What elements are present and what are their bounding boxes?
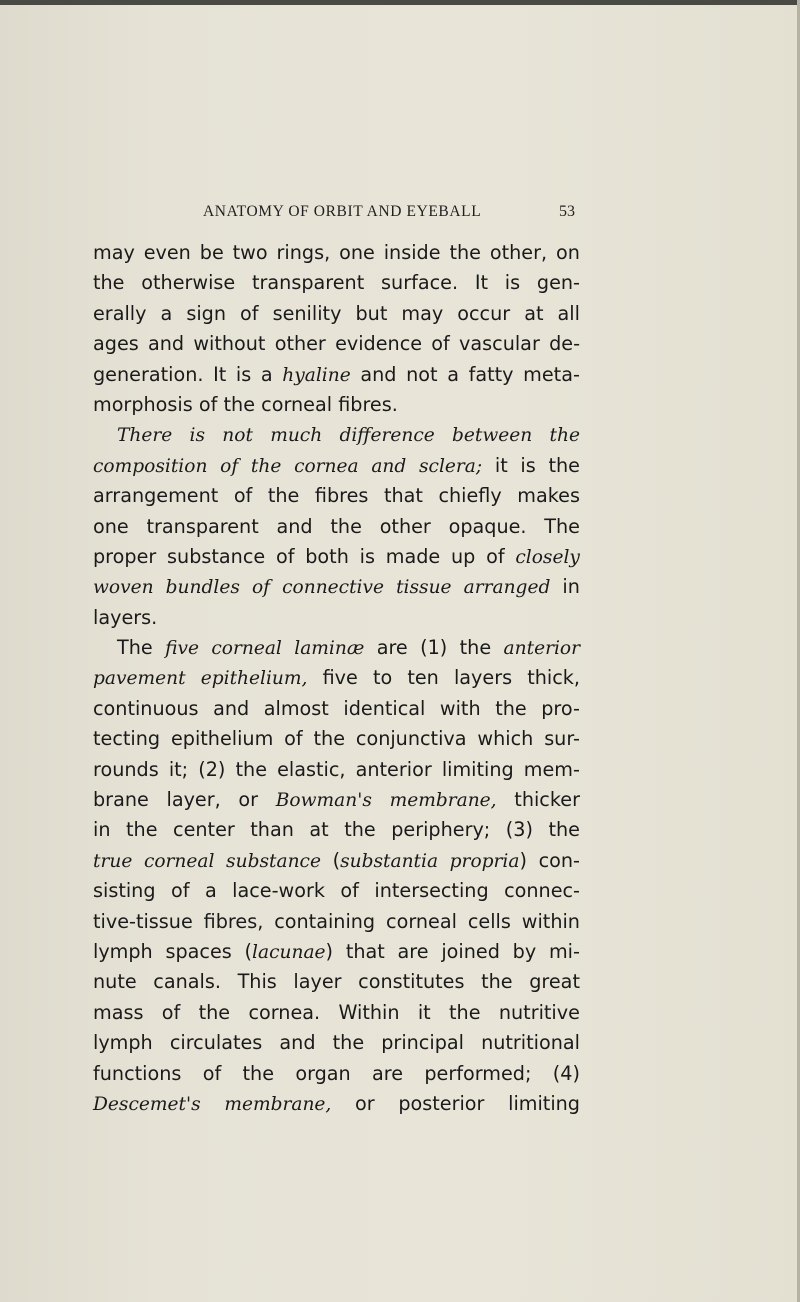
word: the — [495, 696, 527, 720]
text-line — [93, 998, 580, 1028]
word: constitutes — [358, 970, 465, 994]
word: canals. — [153, 970, 221, 994]
word: opaque. — [448, 514, 527, 538]
word: meta- — [523, 362, 580, 386]
word: periphery; — [391, 818, 491, 842]
word: that — [345, 939, 385, 963]
word: the — [250, 455, 282, 477]
word: surface. — [381, 271, 459, 295]
word: of — [251, 577, 271, 599]
word: It — [474, 271, 489, 295]
word: but — [355, 301, 388, 325]
word: corneal — [386, 909, 457, 933]
word: Bowman's — [275, 790, 372, 812]
word: may — [401, 301, 444, 325]
word: composition — [93, 455, 208, 477]
word: the — [223, 392, 256, 416]
word: cells — [467, 909, 511, 933]
word: fibres, — [203, 909, 264, 933]
word: functions — [93, 1061, 182, 1085]
word: performed; — [424, 1061, 532, 1085]
word: morphosis — [93, 392, 193, 416]
word: transparent — [252, 271, 365, 295]
word: connective — [282, 577, 385, 599]
text-line — [93, 815, 580, 845]
word: made — [385, 544, 441, 568]
word: are — [376, 636, 408, 660]
word: propria) — [449, 848, 527, 872]
word: of — [486, 544, 505, 568]
word: containing — [274, 909, 376, 933]
word: and — [213, 696, 250, 720]
word: closely — [515, 546, 580, 568]
word: Descemet's — [93, 1093, 201, 1115]
word: other, — [489, 241, 548, 264]
word: rings, — [276, 241, 331, 264]
word: is — [189, 425, 206, 447]
word: are — [397, 939, 429, 963]
word: mi- — [548, 939, 580, 963]
word: fibres — [314, 484, 369, 508]
word: intersecting — [374, 879, 489, 903]
word: the — [93, 271, 125, 295]
word: of — [275, 544, 295, 568]
word: the — [344, 818, 376, 842]
word: is — [235, 362, 252, 386]
word: and — [371, 455, 407, 477]
word: This — [237, 970, 277, 994]
word: occur — [457, 301, 511, 325]
text-line — [93, 846, 580, 876]
word: of — [431, 332, 450, 356]
word: The — [544, 514, 580, 538]
text-line — [93, 1089, 580, 1119]
word: principal — [381, 1031, 464, 1055]
word: is — [359, 544, 375, 568]
text-line — [93, 329, 580, 359]
word: of — [233, 484, 253, 508]
word: which — [477, 727, 534, 751]
word: five — [322, 666, 358, 690]
text-line — [93, 937, 580, 967]
text-line — [93, 876, 580, 906]
word: layers. — [93, 605, 158, 629]
text-line — [93, 451, 580, 481]
word: vascular — [459, 332, 540, 356]
word: membrane, — [224, 1093, 332, 1115]
word: the — [481, 970, 513, 994]
word: of — [340, 879, 359, 903]
word: arranged — [463, 577, 551, 599]
word: much — [270, 425, 323, 447]
word: of — [170, 879, 190, 903]
word: with — [439, 696, 481, 720]
word: to — [372, 666, 393, 690]
word: up — [450, 544, 476, 568]
word: other — [379, 514, 431, 538]
word: membrane, — [389, 790, 497, 812]
word: not — [406, 362, 438, 386]
word: almost — [263, 696, 329, 720]
word: inside — [383, 241, 441, 264]
word: of — [198, 392, 218, 416]
word: nutritional — [481, 1031, 580, 1055]
word: fibres. — [338, 392, 398, 416]
word: it — [494, 453, 508, 477]
word: (4) — [552, 1061, 580, 1085]
word: and — [360, 362, 397, 386]
word: connec- — [504, 879, 580, 903]
word: the — [242, 1061, 275, 1085]
word: conjunctiva — [355, 727, 467, 751]
word: the — [126, 818, 158, 842]
word: corneal — [211, 638, 282, 660]
word: great — [529, 970, 580, 994]
body-text — [93, 238, 580, 1119]
word: within — [521, 909, 580, 933]
word: pro- — [541, 696, 580, 720]
word: corneal — [143, 850, 215, 872]
text-line — [93, 1059, 580, 1089]
word: true — [93, 850, 133, 872]
word: chiefly — [438, 484, 502, 508]
word: without — [193, 332, 266, 356]
word: and — [147, 332, 185, 356]
text-line — [93, 724, 580, 754]
word: layers — [453, 666, 513, 690]
text-line — [93, 360, 580, 390]
page-top-edge — [0, 0, 800, 5]
word: limiting — [508, 1091, 580, 1115]
word: con- — [538, 848, 580, 872]
word: gen- — [536, 271, 580, 295]
word: one — [339, 241, 375, 264]
word: There — [117, 425, 173, 447]
word: otherwise — [141, 271, 236, 295]
word: circulates — [169, 1031, 263, 1055]
word: senility — [272, 301, 342, 325]
word: sign — [186, 301, 226, 325]
word: even — [143, 241, 191, 264]
word: de- — [549, 332, 580, 356]
word: (substantia — [332, 848, 439, 872]
word: makes — [517, 484, 580, 508]
word: one — [93, 514, 129, 538]
word: mass — [93, 1000, 144, 1024]
word: the — [235, 757, 268, 781]
word: the — [548, 818, 580, 842]
word: (lacunae) — [244, 939, 334, 963]
text-line — [93, 633, 580, 663]
text-line — [93, 755, 580, 785]
text-line — [93, 694, 580, 724]
word: anterior — [355, 757, 432, 781]
word: pavement — [93, 668, 186, 690]
word: elastic, — [277, 757, 346, 781]
word: identical — [343, 696, 426, 720]
text-line — [93, 663, 580, 693]
word: Within — [338, 1000, 400, 1024]
word: a — [447, 362, 459, 386]
word: woven — [93, 577, 154, 599]
word: (3) — [505, 818, 533, 842]
text-line — [93, 238, 580, 268]
word: erally — [93, 301, 147, 325]
word: of — [220, 455, 239, 477]
word: than — [250, 818, 294, 842]
word: both — [305, 544, 349, 568]
word: layer, — [166, 788, 221, 812]
word: bundles — [165, 577, 240, 599]
text-line — [93, 512, 580, 542]
word: a — [160, 301, 173, 325]
word: of — [161, 1000, 181, 1024]
word: substance — [167, 544, 266, 568]
word: tecting — [93, 727, 161, 751]
word: all — [557, 301, 580, 325]
word: brane — [93, 788, 149, 812]
word: limiting — [441, 757, 514, 781]
word: the — [313, 727, 346, 751]
word: be — [199, 241, 224, 264]
word: rounds — [93, 757, 159, 781]
word: a — [260, 362, 273, 386]
word: may — [93, 241, 135, 264]
word: The — [117, 636, 153, 660]
word: the — [548, 453, 580, 477]
word: substance — [226, 850, 321, 872]
word: hyaline — [282, 364, 351, 386]
word: the — [549, 425, 580, 447]
word: sisting — [93, 879, 156, 903]
word: joined — [441, 939, 500, 963]
word: between — [452, 425, 533, 447]
word: tive-tissue — [93, 909, 193, 933]
word: It — [213, 362, 227, 386]
word: by — [512, 939, 537, 963]
text-line — [93, 785, 580, 815]
word: the — [449, 241, 481, 264]
word: of — [240, 301, 259, 325]
word: mem- — [523, 757, 580, 781]
text-line — [93, 268, 580, 298]
word: it; — [168, 757, 189, 781]
word: the — [449, 1000, 481, 1024]
word: or — [238, 788, 259, 812]
text-line — [93, 603, 580, 633]
text-line — [93, 390, 580, 420]
word: cornea — [294, 455, 359, 477]
word: (1) — [420, 636, 448, 660]
word: transparent — [146, 514, 259, 538]
word: at — [524, 301, 544, 325]
word: generation. — [93, 362, 204, 386]
word: spaces — [165, 939, 232, 963]
word: the — [198, 1000, 231, 1024]
text-line — [93, 542, 580, 572]
word: other — [274, 332, 326, 356]
word: of — [284, 727, 303, 751]
word: difference — [339, 425, 435, 447]
word: lace-work — [232, 879, 325, 903]
text-line — [93, 572, 580, 602]
word: lymph — [93, 1031, 153, 1055]
word: sur- — [544, 727, 580, 751]
word: thicker — [514, 788, 580, 812]
word: ages — [93, 332, 139, 356]
word: the — [459, 636, 492, 660]
word: tissue — [396, 577, 452, 599]
word: nute — [93, 970, 137, 994]
word: the — [330, 514, 362, 538]
text-line — [93, 420, 580, 450]
word: evidence — [335, 332, 423, 356]
text-line — [93, 967, 580, 997]
text-line — [93, 907, 580, 937]
word: fatty — [468, 362, 514, 386]
word: a — [204, 879, 217, 903]
word: sclera; — [419, 455, 483, 477]
word: are — [372, 1061, 404, 1085]
word: layer — [293, 970, 342, 994]
word: anterior — [503, 638, 580, 660]
word: on — [555, 241, 580, 264]
word: corneal — [261, 392, 333, 416]
word: not — [222, 425, 253, 447]
word: lymph — [93, 939, 153, 963]
word: epithelium, — [200, 668, 308, 690]
word: of — [202, 1061, 222, 1085]
word: laminæ — [294, 638, 365, 660]
text-line — [93, 481, 580, 511]
word: ten — [407, 666, 439, 690]
word: at — [309, 818, 329, 842]
word: continuous — [93, 696, 199, 720]
running-header — [203, 203, 575, 221]
word: proper — [93, 544, 157, 568]
word: (2) — [198, 757, 226, 781]
word: the — [332, 1031, 365, 1055]
text-line — [93, 299, 580, 329]
running-title: ANATOMY OF ORBIT AND EYEBALL — [203, 203, 482, 220]
word: is — [520, 453, 536, 477]
word: five — [165, 638, 199, 660]
word: two — [232, 241, 268, 264]
word: and — [276, 514, 313, 538]
word: epithelium — [170, 727, 274, 751]
word: organ — [295, 1061, 351, 1085]
word: in — [562, 575, 580, 599]
word: nutritive — [498, 1000, 580, 1024]
word: posterior — [398, 1091, 485, 1115]
page-number: 53 — [559, 203, 575, 220]
word: thick, — [527, 666, 580, 690]
word: in — [93, 818, 111, 842]
word: center — [173, 818, 235, 842]
word: that — [383, 484, 423, 508]
word: it — [417, 1000, 431, 1024]
word: the — [267, 484, 300, 508]
word: and — [279, 1031, 316, 1055]
word: cornea. — [248, 1000, 321, 1024]
word: or — [355, 1091, 375, 1115]
word: is — [504, 271, 521, 295]
text-line — [93, 1028, 580, 1058]
word: arrangement — [93, 484, 219, 508]
